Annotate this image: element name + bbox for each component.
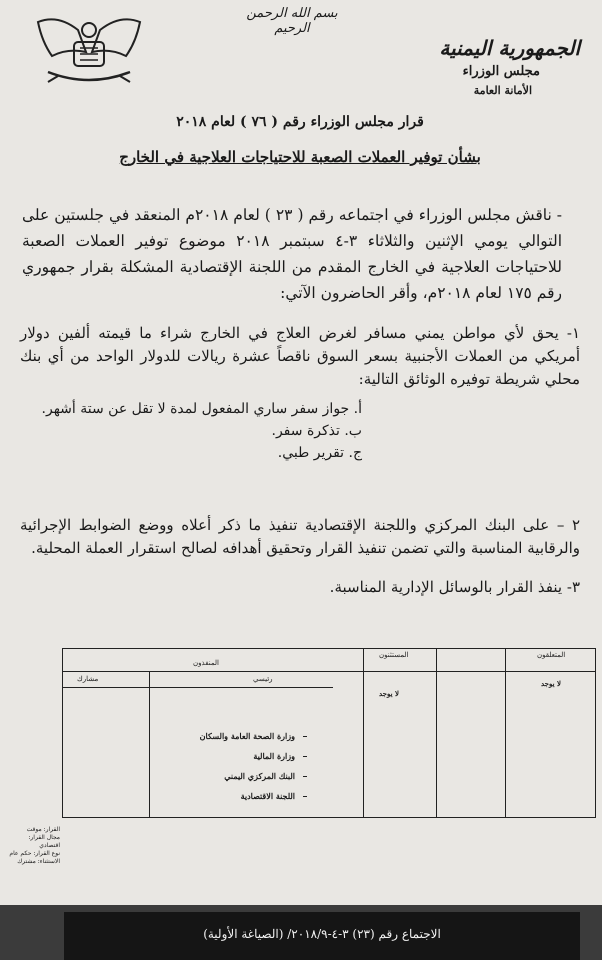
col-concerned-header: المتعلقون bbox=[537, 651, 566, 659]
footer-caption: الاجتماع رقم (٢٣) ٣-٤-٢٠١٨/٩/ (الصياغة الأولية) bbox=[64, 912, 580, 960]
republic-name: الجمهورية اليمنية bbox=[439, 36, 580, 60]
decree-subject: بشأن توفير العملات الصعبة للاحتياجات العلاجية في الخارج bbox=[119, 148, 481, 166]
entity-health-ministry: وزارة الصحة العامة والسكان bbox=[199, 731, 295, 741]
intro-paragraph: - ناقش مجلس الوزراء في اجتماعه رقم ( ٢٣ ) لعام ٢٠١٨م المنعقد في جلستين على التوالي يومي الإثنين والثلاثاء ٣-٤ سبتمبر ٢٠١٨ موضوع توفير العملات الصعبة للاحتياجات العلاجية في الخارج المقدم من اللجنة الإقتصادية المشكلة بقرار جمهوري رقم ١٧٥ لعام ٢٠١٨م، وأقر الحاضرون الآتي: bbox=[22, 206, 563, 302]
excluded-none: لا يوجد bbox=[379, 689, 399, 698]
entity-central-bank: البنك المركزي اليمني bbox=[224, 771, 295, 781]
distribution-table bbox=[62, 648, 596, 818]
decree-title: قرار مجلس الوزراء رقم ( ٧٦ ) لعام ٢٠١٨ bbox=[176, 114, 424, 130]
article-3: ٣- ينفذ القرار بالوسائل الإدارية المناسبة. bbox=[329, 578, 580, 596]
article-1: ١- يحق لأي مواطن يمني مسافر لغرض العلاج في الخارج شراء ما قيمته ألفين دولار أمريكي من العملات الأجنبية بسعر السوق ناقصاً عشرة ريالات للدولار الواحد من أي بنك محلي شريطة توفيره الوثائق التالية: bbox=[20, 324, 580, 388]
meta-line: القرار: موقت bbox=[26, 826, 60, 833]
article-2: ٢ – على البنك المركزي واللجنة الإقتصادية تنفيذ ما ذكر أعلاه ووضع الضوابط الإجرائية والرقابية المناسبة والتي تضمن تنفيذ القرار وتحقيق أهدافه لصالح استقرار العملة المحلية. bbox=[20, 516, 580, 557]
sub-participant-header: مشارك bbox=[77, 675, 99, 683]
meta-line: مجال القرار: اقتصادي bbox=[28, 834, 60, 849]
secretariat-name: الأمانة العامة bbox=[473, 84, 532, 97]
col-excluded-header: المستثنون bbox=[379, 651, 409, 659]
meta-line: الاستثناء: مشترك bbox=[17, 858, 60, 865]
entity-bullet bbox=[303, 736, 307, 737]
entity-bullet bbox=[303, 756, 307, 757]
entity-bullet bbox=[303, 796, 307, 797]
col-implementers-header: المنفذون bbox=[193, 659, 219, 667]
entity-economic-committee: اللجنة الاقتصادية bbox=[240, 791, 295, 801]
decree-metadata bbox=[8, 826, 60, 866]
council-name: مجلس الوزراء bbox=[462, 64, 540, 79]
requirement-medical-report: ج. تقرير طبي. bbox=[277, 445, 362, 461]
entity-finance-ministry: وزارة المالية bbox=[253, 751, 295, 761]
basmala: بسم الله الرحمن الرحيم bbox=[246, 6, 338, 36]
requirements-list bbox=[32, 398, 362, 464]
requirement-passport: أ. جواز سفر ساري المفعول لمدة لا تقل عن ستة أشهر. bbox=[41, 401, 362, 417]
national-emblem-icon bbox=[28, 12, 150, 84]
entity-bullet bbox=[303, 776, 307, 777]
concerned-none: لا يوجد bbox=[541, 679, 561, 688]
meta-line: نوع القرار: حكم عام bbox=[9, 850, 60, 857]
requirement-ticket: ب. تذكرة سفر. bbox=[271, 423, 362, 439]
sub-main-header: رئيسي bbox=[253, 675, 273, 683]
